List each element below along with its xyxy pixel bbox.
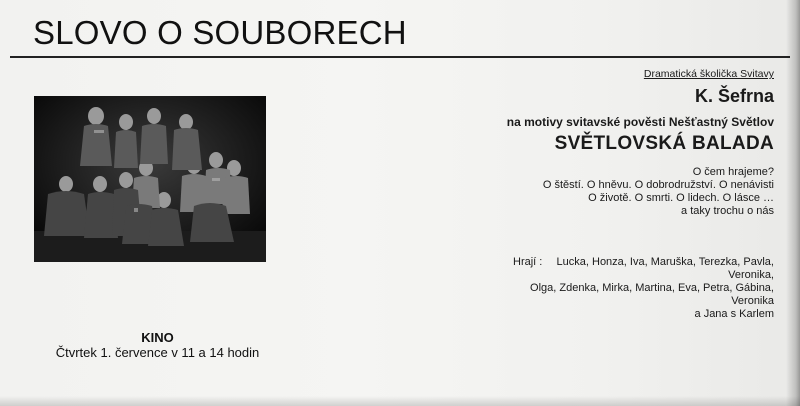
about-line: O čem hrajeme? [692,166,774,178]
performance-info [40,330,275,360]
cast-line: Veronika, [728,269,774,281]
cast-label: Hrají : [513,256,543,268]
about-text [474,166,774,218]
page-title: SLOVO O SOUBORECH [33,14,407,51]
about-line: O štěstí. O hněvu. O dobrodružství. O nenávisti [542,179,774,191]
header-rule [10,56,790,58]
page-bottom-shadow [0,396,800,406]
page-binding-shadow [786,0,800,406]
venue-label: KINO [141,330,174,345]
group-photo [34,96,266,262]
cast-list [474,256,774,321]
cast-line: Veronika [731,295,774,307]
schedule-text: Čtvrtek 1. července v 11 a 14 hodin [55,345,260,360]
cast-line: a Jana s Karlem [694,308,774,320]
motif-line: na motivy svitavské pověsti Nešťastný Světlov [506,115,774,129]
about-line: O životě. O smrti. O lidech. O lásce … [588,192,774,204]
cast-line: Olga, Zdenka, Mirka, Martina, Eva, Petra, Gábina, [530,282,774,294]
cast-line: Lucka, Honza, Iva, Maruška, Terezka, Pavla, [556,256,774,268]
play-title: SVĚTLOVSKÁ BALADA [554,133,774,154]
author-name: K. Šefrna [694,86,774,106]
troupe-name: Dramatická školička Svitavy [643,68,774,80]
about-line: a taky trochu o nás [681,205,774,217]
